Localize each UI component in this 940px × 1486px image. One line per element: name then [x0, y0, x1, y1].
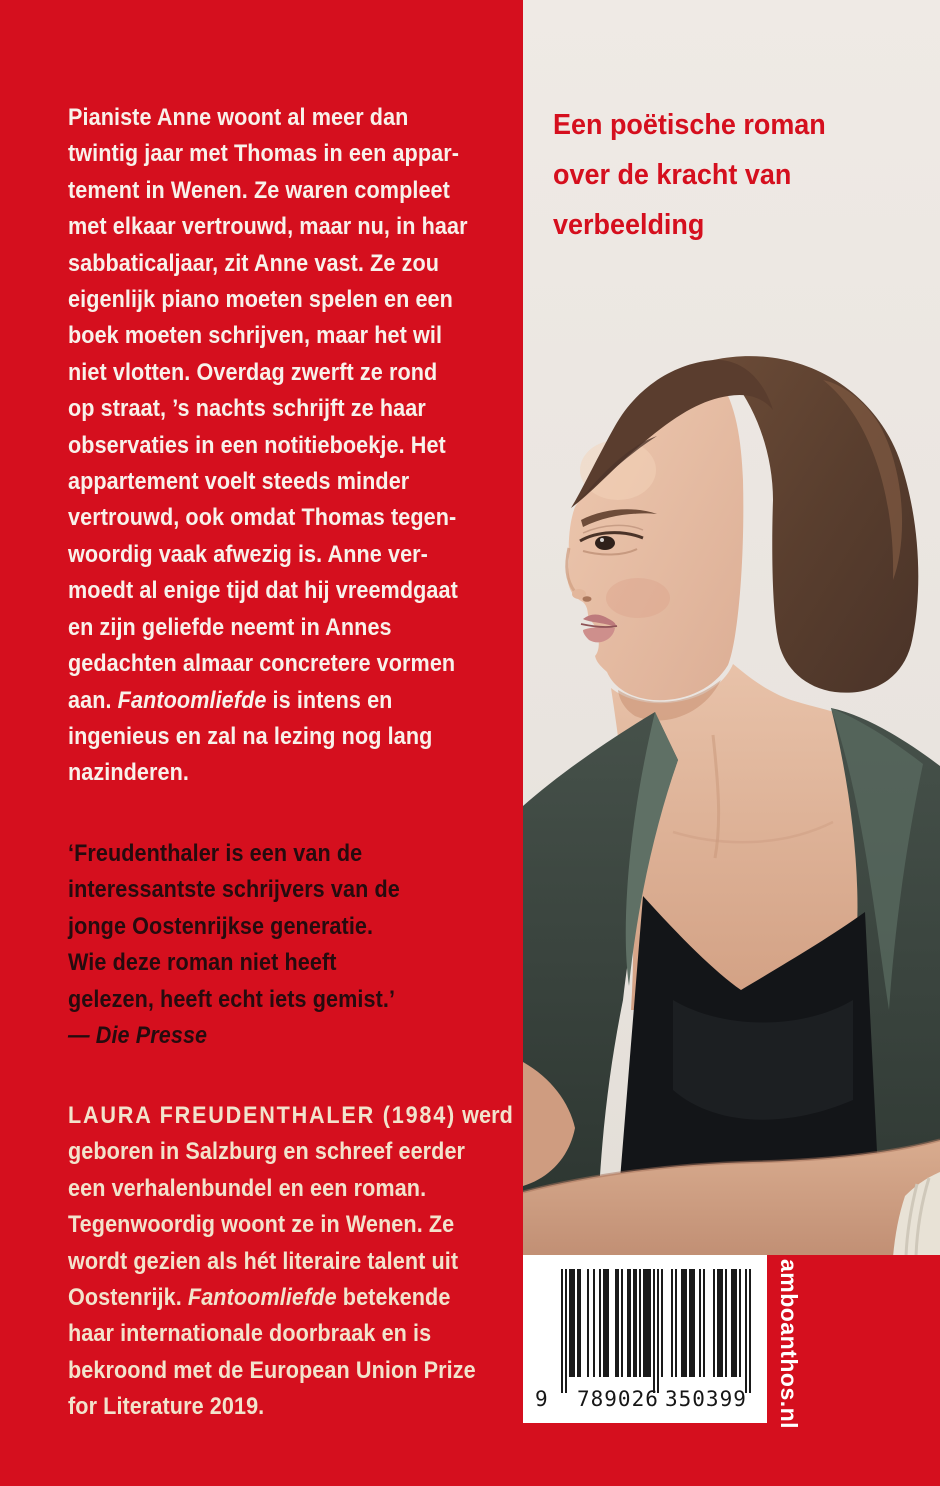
tagline-line-1: Een poëtische roman [553, 109, 826, 141]
barcode-bar [617, 1269, 619, 1377]
barcode-bar [615, 1269, 617, 1377]
cheek-blush [606, 578, 670, 618]
text-segment: twintig jaar met Thomas in een appar- [68, 140, 460, 168]
barcode-bar [725, 1269, 727, 1377]
barcode-bar [693, 1269, 695, 1377]
barcode-bar [571, 1269, 573, 1377]
text-segment: for Literature 2019. [68, 1393, 265, 1421]
author-bio [68, 1098, 554, 1426]
eye-glint [600, 538, 604, 542]
text-segment: observaties in een notitieboekje. Het [68, 431, 446, 459]
text-segment: haar internationale doorbraak en is [68, 1320, 432, 1348]
barcode-bar [633, 1269, 635, 1377]
text-segment: is intens en [266, 686, 393, 714]
barcode-bar [689, 1269, 691, 1377]
barcode-bar [661, 1269, 663, 1377]
barcode-bar [593, 1269, 595, 1377]
nostril [583, 596, 592, 602]
text-segment: vertrouwd, ook omdat Thomas tegen- [68, 504, 457, 532]
text-segment: appartement voelt steeds minder [68, 468, 410, 496]
eye-iris [595, 536, 615, 550]
barcode-bar [579, 1269, 581, 1377]
barcode-bar [635, 1269, 637, 1377]
barcode-bar [739, 1269, 741, 1377]
author-photo-area [523, 0, 940, 1257]
text-segment: en zijn geliefde neemt in Annes [68, 613, 392, 641]
barcode-bar [657, 1269, 659, 1393]
barcode-bar [733, 1269, 735, 1377]
barcode-bar [749, 1269, 751, 1393]
barcode-bar [587, 1269, 589, 1377]
barcode-bar [675, 1269, 677, 1377]
text-segment: ingenieus en zal na lezing nog lang [68, 722, 433, 750]
tagline-line-2: over de kracht van [553, 159, 792, 191]
text-segment: gedachten almaar concretere vormen [68, 650, 456, 678]
barcode-bar [577, 1269, 579, 1377]
barcode-bar [561, 1269, 563, 1393]
text-segment: interessantste schrijvers van de [68, 876, 400, 904]
barcode-bar [691, 1269, 693, 1377]
press-quote [68, 836, 554, 1054]
text-segment: eigenlijk piano moeten spelen en een [68, 286, 453, 314]
tagline-line-3: verbeelding [553, 209, 705, 241]
barcode-bar [621, 1269, 623, 1377]
text-segment: Oostenrijk. [68, 1284, 188, 1312]
text-segment: werd [456, 1102, 513, 1129]
barcode-bar [645, 1269, 647, 1377]
text-segment: moedt al enige tijd dat hij vreemdgaat [68, 577, 458, 605]
synopsis-text [68, 100, 554, 792]
barcode-bar [685, 1269, 687, 1377]
barcode-bar [649, 1269, 651, 1377]
barcode-bar [721, 1269, 723, 1377]
barcode-bar [681, 1269, 683, 1377]
barcode-bar [703, 1269, 705, 1377]
text-segment: jonge Oostenrijkse generatie. [68, 912, 374, 940]
text-segment: gelezen, heeft echt iets gemist.’ [68, 985, 396, 1013]
barcode-group1: 789026 [577, 1387, 659, 1411]
barcode-bar [735, 1269, 737, 1377]
barcode-box [523, 1255, 767, 1423]
text-segment: bekroond met de European Union Prize [68, 1356, 476, 1384]
tagline [553, 100, 826, 250]
text-segment: Fantoomliefde [117, 686, 267, 714]
barcode-bar [573, 1269, 575, 1377]
barcode-bar [605, 1269, 607, 1377]
text-segment: wordt gezien als hét literaire talent uit [68, 1247, 459, 1275]
text-segment: aan. [68, 686, 118, 714]
text-segment: Pianiste Anne woont al meer dan [68, 104, 409, 131]
barcode-group2: 350399 [665, 1387, 747, 1411]
text-segment: betekende [336, 1284, 451, 1312]
barcode-bar [647, 1269, 649, 1377]
barcode-bar [699, 1269, 701, 1377]
text-segment: op straat, ’s nachts schrijft ze haar [68, 395, 426, 423]
text-segment: LAURA FREUDENTHALER (1984) [68, 1102, 457, 1129]
barcode-bar [671, 1269, 673, 1377]
text-segment: tement in Wenen. Ze waren compleet [68, 176, 450, 204]
barcode-bar [627, 1269, 629, 1377]
text-segment: ‘Freudenthaler is een van de [68, 840, 363, 867]
barcode-bar [607, 1269, 609, 1377]
barcode-bar [643, 1269, 645, 1377]
barcode-bar [569, 1269, 571, 1377]
text-segment: Fantoomliefde [187, 1284, 337, 1312]
text-segment: Tegenwoordig woont ze in Wenen. Ze [68, 1211, 455, 1239]
text-segment: — Die Presse [68, 1022, 208, 1050]
text-segment: niet vlotten. Overdag zwerft ze rond [68, 358, 438, 386]
text-segment: met elkaar vertrouwd, maar nu, in haar [68, 213, 468, 241]
text-segment: een verhalenbundel en een roman. [68, 1174, 427, 1202]
text-segment: nazinderen. [68, 759, 190, 787]
bottom-right-band [523, 1255, 940, 1486]
barcode-bar [603, 1269, 605, 1377]
barcode-bar [745, 1269, 747, 1393]
barcode-bar [719, 1269, 721, 1377]
barcode-bar [565, 1269, 567, 1393]
barcode-bar [717, 1269, 719, 1377]
publisher-url: amboanthos.nl [776, 1259, 802, 1430]
barcode-bar [713, 1269, 715, 1377]
barcode-bar [599, 1269, 601, 1377]
barcode-bar [639, 1269, 641, 1377]
barcode-bar [683, 1269, 685, 1377]
barcode-bar [653, 1269, 655, 1393]
text-segment: geboren in Salzburg en schreef eerder [68, 1138, 466, 1166]
barcode-first-digit: 9 [535, 1387, 549, 1411]
text-segment: woordig vaak afwezig is. Anne ver- [68, 540, 428, 568]
text-segment: sabbaticaljaar, zit Anne vast. Ze zou [68, 249, 440, 277]
text-segment: boek moeten schrijven, maar het wil [68, 322, 443, 350]
text-segment: Wie deze roman niet heeft [68, 949, 337, 977]
barcode-bar [731, 1269, 733, 1377]
barcode-bar [629, 1269, 631, 1377]
